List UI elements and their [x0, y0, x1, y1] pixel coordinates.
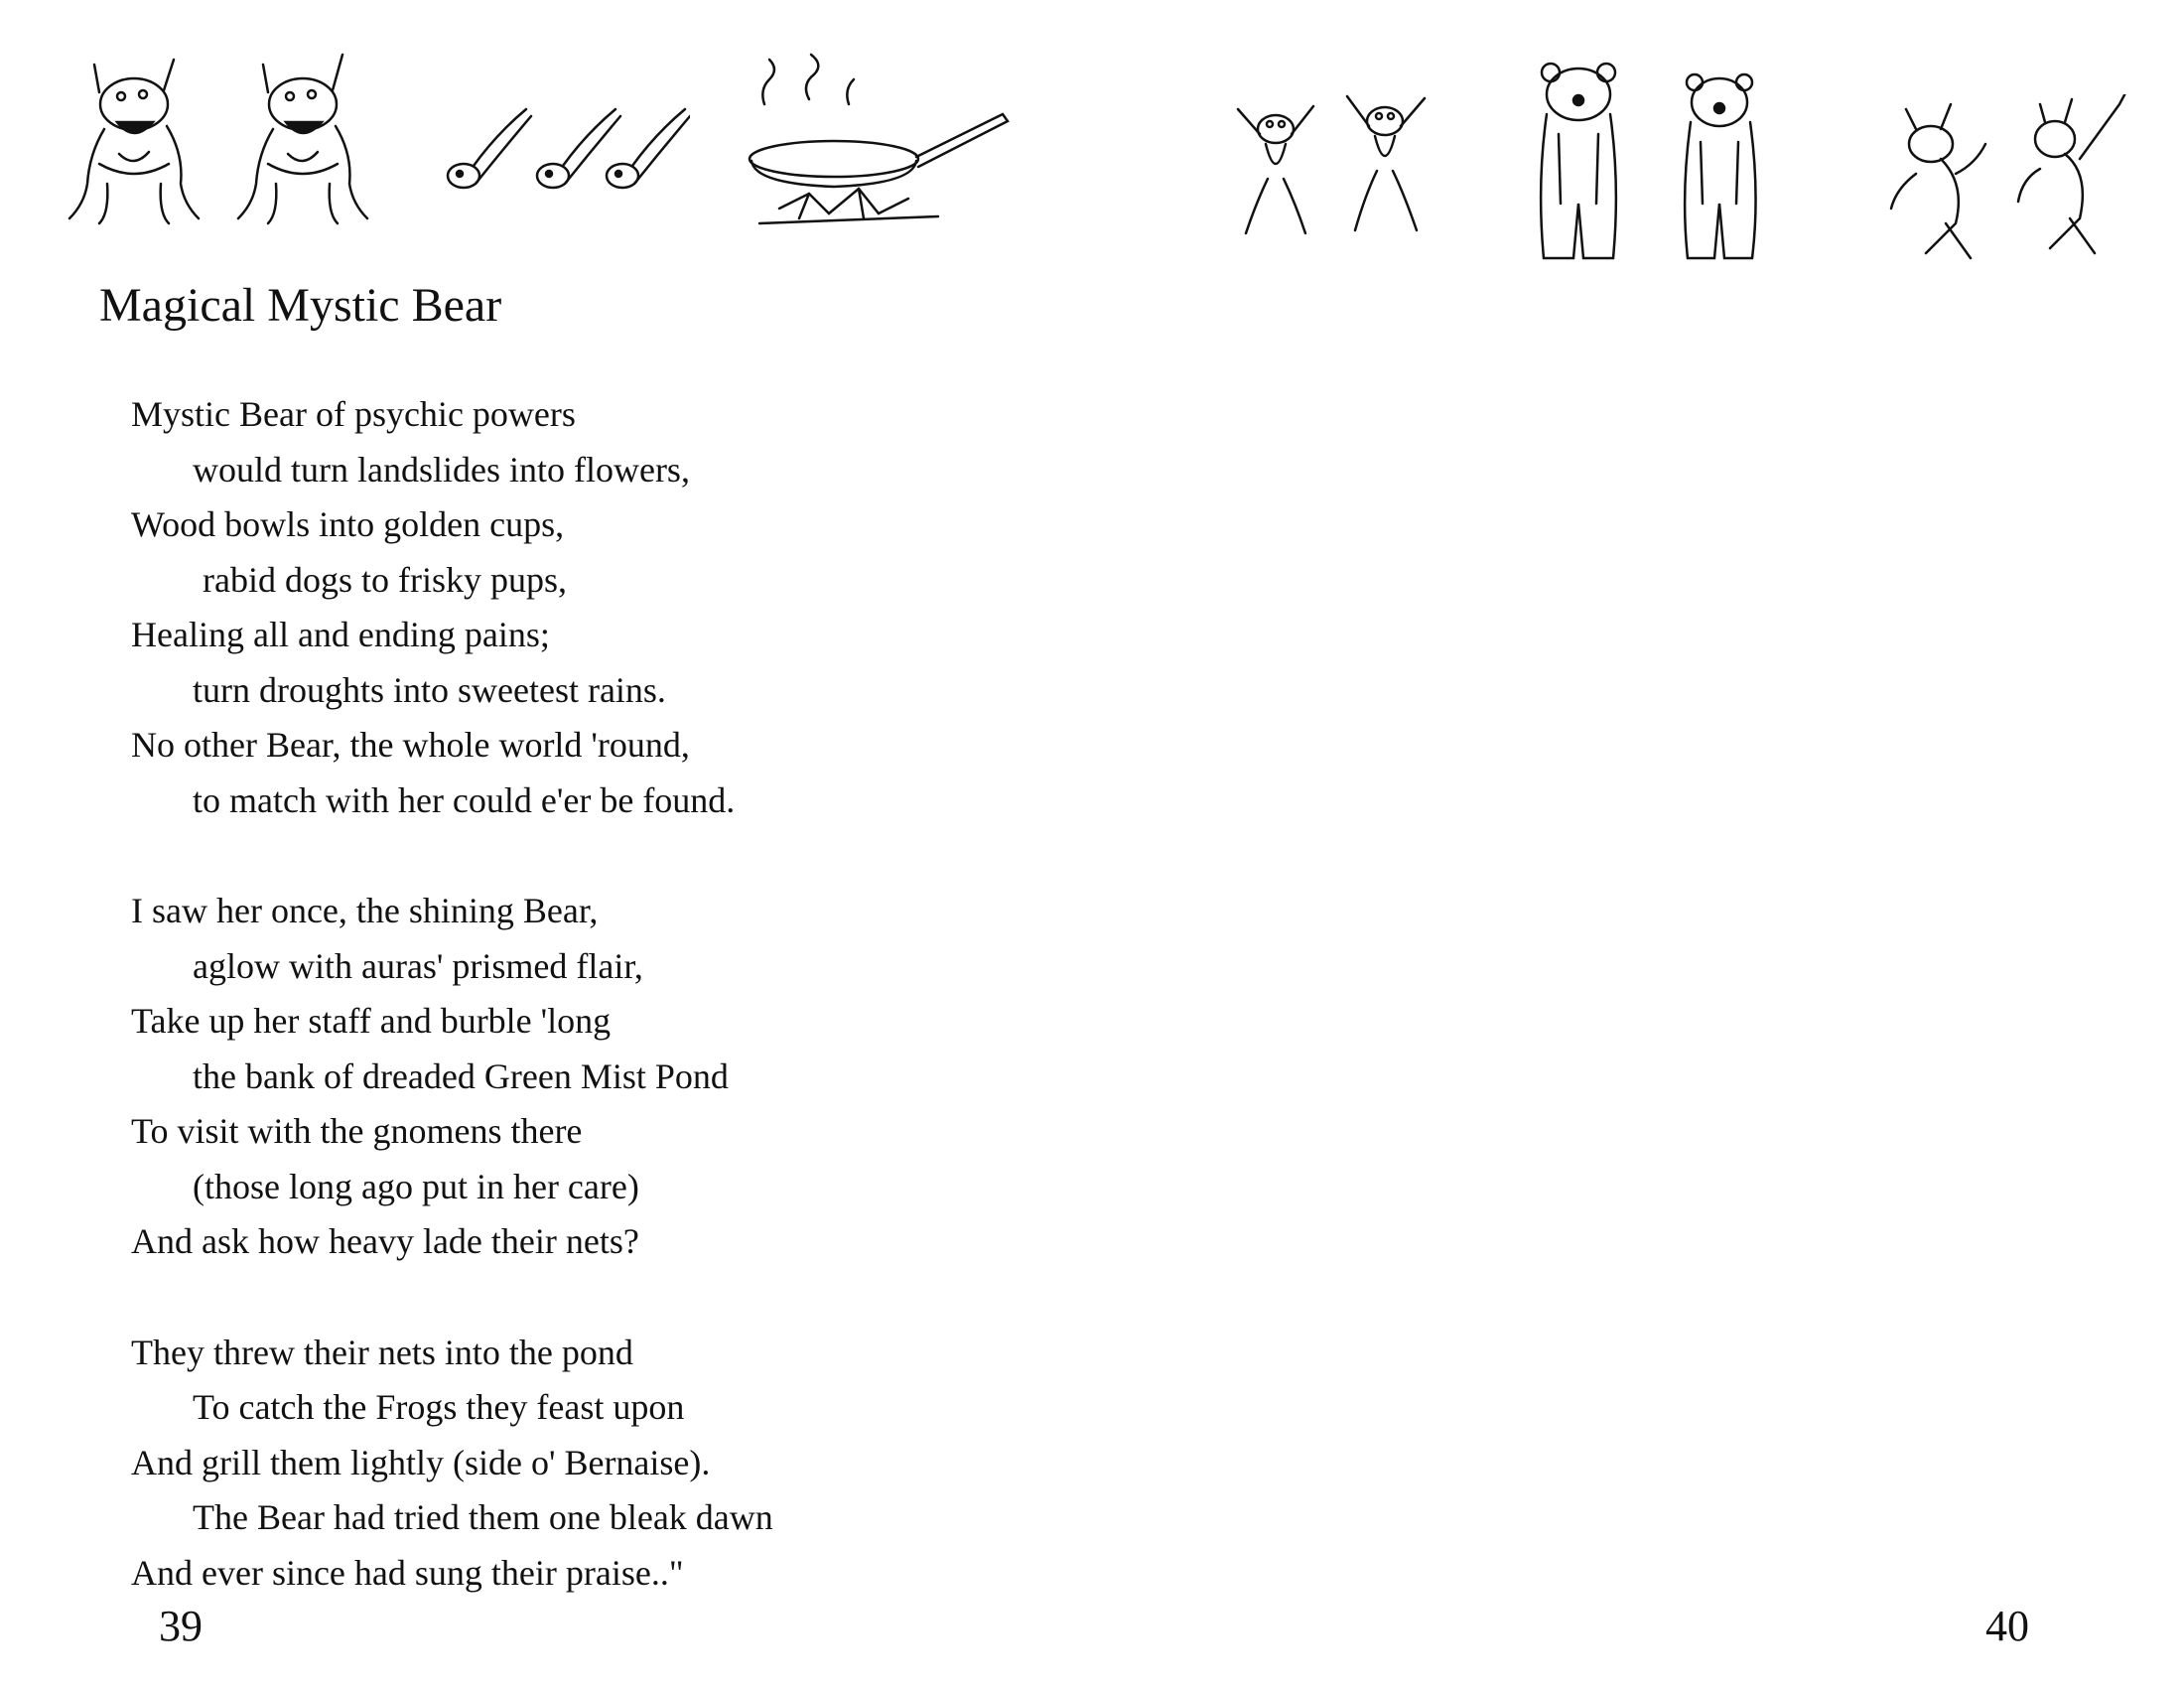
poem-line: rabid dogs to frisky pups,: [203, 559, 567, 600]
poem-line: (those long ago put in her care): [193, 1166, 639, 1206]
poem-body: [131, 387, 1024, 1656]
stanza-3: [131, 1326, 1024, 1602]
poem-line: And ever since had sung their praise..": [131, 1552, 684, 1593]
standing-bear-pair-drawing: [1529, 55, 1787, 273]
dancing-gnome-pair-drawing: [1886, 94, 2144, 273]
poem-line: turn droughts into sweetest rains.: [193, 669, 666, 710]
stanza-2: [131, 884, 1024, 1270]
poem-line: No other Bear, the whole world 'round,: [131, 725, 690, 765]
poem-line: would turn landslides into flowers,: [193, 449, 690, 490]
crouching-gnome-pair-drawing: [60, 45, 397, 243]
stanza-1: [131, 387, 1024, 828]
tadpole-trio-drawing: [442, 94, 690, 204]
poem-line: Take up her staff and burble 'long: [131, 1001, 612, 1041]
poem-line: aglow with auras' prismed flair,: [193, 945, 643, 986]
frying-pan-over-fire-drawing: [740, 50, 1018, 238]
poem-line: And ask how heavy lade their nets?: [131, 1221, 639, 1261]
poem-line: I saw her once, the shining Bear,: [131, 891, 599, 930]
poem-line: And grill them lightly (side o' Bernaise).: [131, 1442, 711, 1482]
page-number-left: 39: [159, 1602, 203, 1650]
poem-line: Wood bowls into golden cups,: [131, 504, 565, 544]
gnome-figure-2: [238, 55, 367, 223]
poem-line: Healing all and ending pains;: [131, 615, 550, 654]
poem-line: They threw their nets into the pond: [131, 1332, 633, 1372]
page-number-right: 40: [1985, 1602, 2029, 1650]
poem-line: Mystic Bear of psychic powers: [131, 394, 576, 434]
gnome-figure-1: [69, 60, 199, 223]
right-page: [1092, 0, 2184, 1688]
poem-line: The Bear had tried them one bleak dawn: [193, 1497, 773, 1537]
page-title: Magical Mystic Bear: [99, 279, 502, 332]
poem-line: To visit with the gnomens there: [131, 1111, 583, 1151]
poem-line: the bank of dreaded Green Mist Pond: [193, 1055, 729, 1096]
dancing-frog-pair-drawing: [1226, 94, 1444, 243]
poem-line: to match with her could e'er be found.: [193, 779, 736, 820]
poem-line: To catch the Frogs they feast upon: [193, 1387, 685, 1427]
